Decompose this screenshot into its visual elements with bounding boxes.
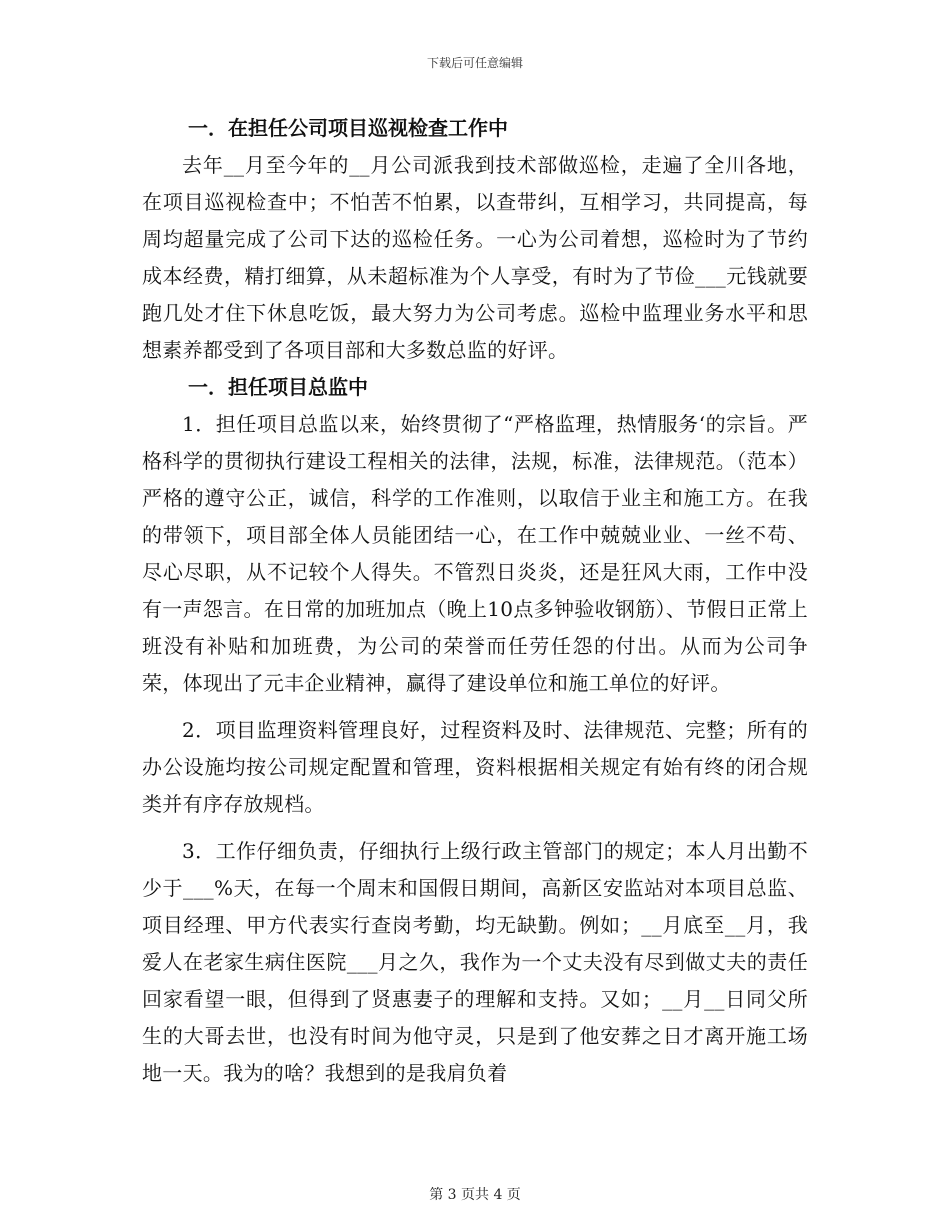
page-header: 下载后可任意编辑 [426, 56, 523, 70]
list-item-2: 2．项目监理资料管理良好，过程资料及时、法律规范、完整；所有的办公设施均按公司规定配置和管理，资料根据相关规定有始有终的闭合规类并有序存放规档。 [142, 718, 808, 816]
list-item-1: 1．担任项目总监以来，始终贯彻了“严格监理，热情服务‘的宗旨。严格科学的贯彻执行建设工程相关的法律，法规，标准，法律规范。（范本）严格的遵守公正，诚信，科学的工作准则，以取信于业主和施工方。在我的带领下，项目部全体人员能团结一心，在工作中兢兢业业、一丝不苟、尽心尽职，从不记较个人得失。不管烈日炎炎，还是狂风大雨，工作中没有一声怨言。在日常的加班加点（晚上10点多钟验收钢筋）、节假日正常上班没有补贴和加班费，为公司的荣誉而任劳任怨的付出。从而为公司争荣，体现出了元丰企业精神，赢得了建设单位和施工单位的好评。 [142, 412, 808, 695]
section-paragraph-1: 去年__月至今年的__月公司派我到技术部做巡检，走遍了全川各地，在项目巡视检查中；不怕苦不怕累，以查带纠，互相学习，共同提高，每周均超量完成了公司下达的巡检任务。一心为公司着想，巡检时为了节约成本经费，精打细算，从未超标准为个人享受，有时为了节俭___元钱就要跑几处才住下休息吃饭，最大努力为公司考虑。巡检中监理业务水平和思想素养都受到了各项目部和大多数总监的好评。 [142, 153, 808, 362]
section-heading-1: 一．在担任公司项目巡视检查工作中 [188, 116, 508, 140]
page-footer: 第 3 页共 4 页 [429, 1187, 521, 1203]
section-heading-2: 一．担任项目总监中 [188, 375, 368, 399]
list-item-3: 3．工作仔细负责，仔细执行上级行政主管部门的规定；本人月出勤不少于___%天，在每一个周末和国假日期间，高新区安监站对本项目总监、项目经理、甲方代表实行查岗考勤，均无缺勤。例如；__月底至__月，我爱人在老家生病住医院___月之久，我作为一个丈夫没有尽到做丈夫的责任回家看望一眼，但得到了贤惠妻子的理解和支持。又如；__月__日同父所生的大哥去世，也没有时间为他守灵，只是到了他安葬之日才离开施工场地一天。我为的啥？我想到的是我肩负着 [142, 839, 808, 1085]
document-body [142, 110, 808, 1092]
